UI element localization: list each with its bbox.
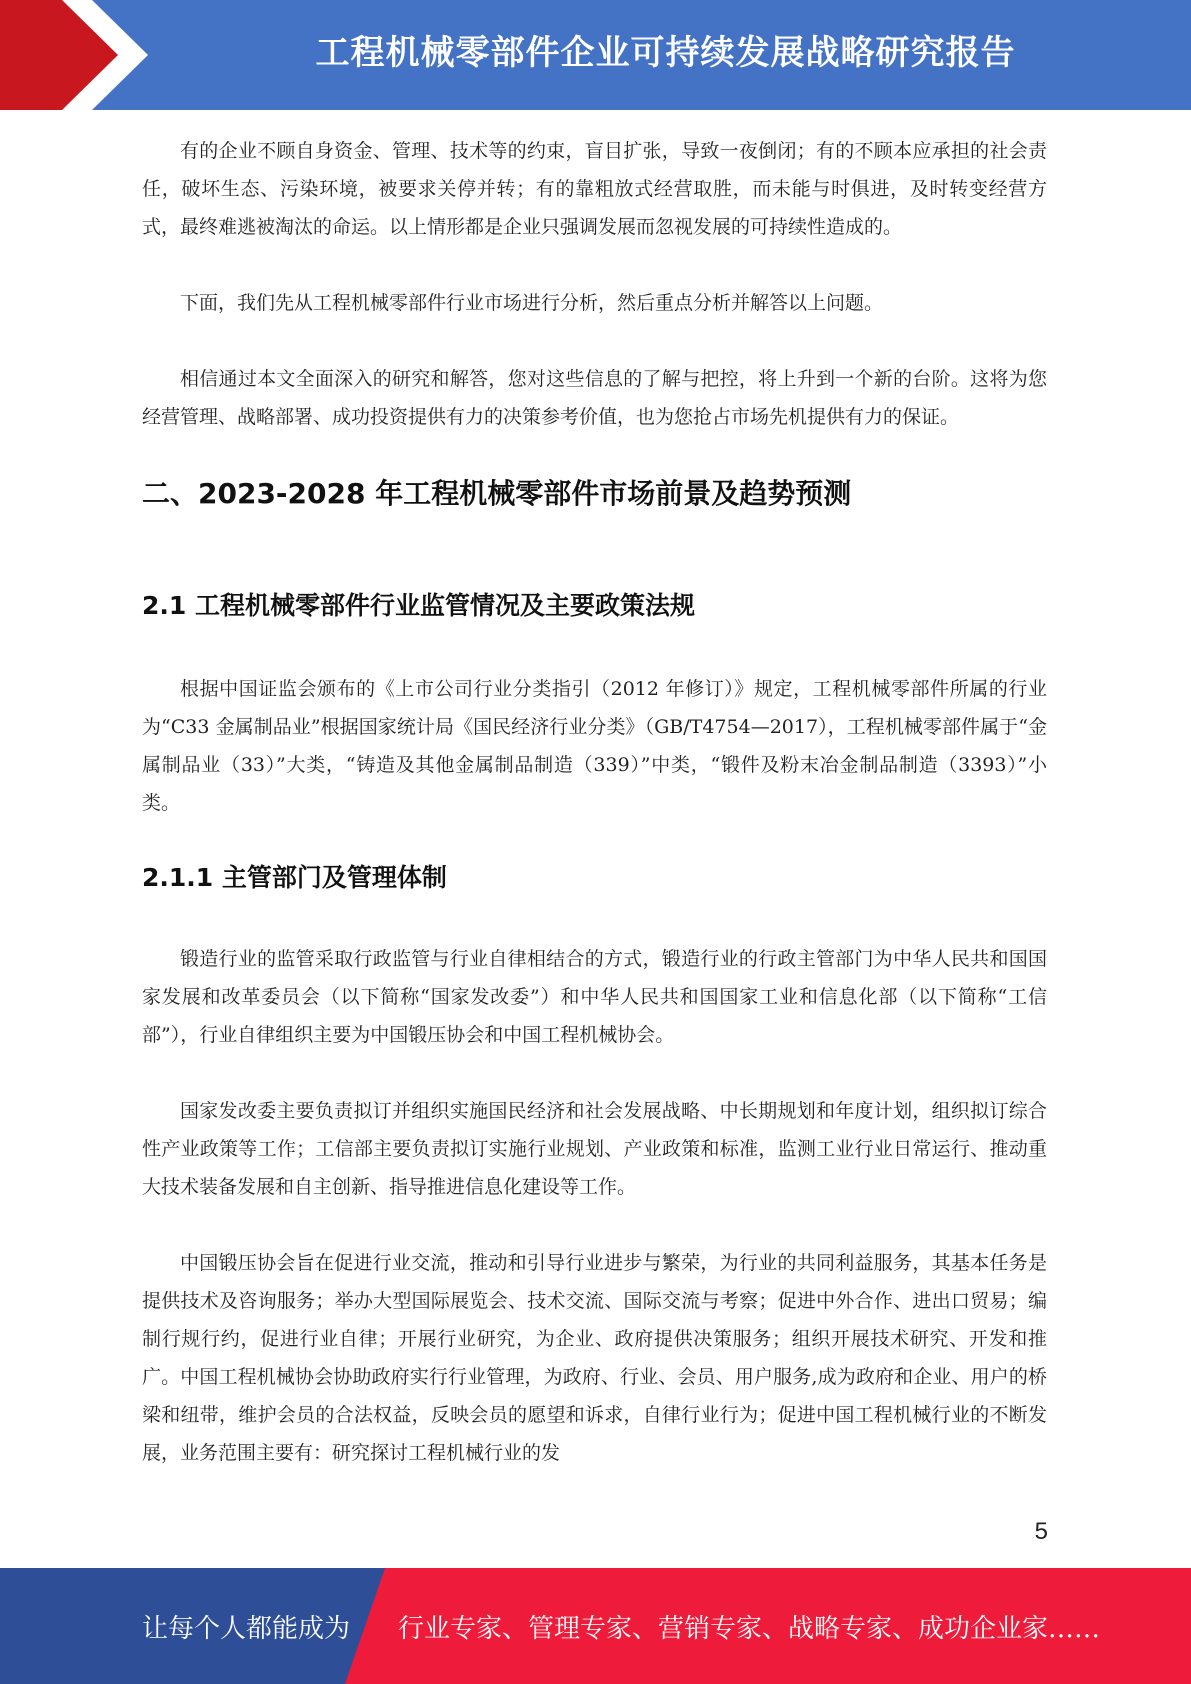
- report-title: 工程机械零部件企业可持续发展战略研究报告: [315, 33, 1016, 73]
- subsubsection-heading: 2.1.1 主管部门及管理体制: [142, 863, 447, 892]
- header-banner: [0, 0, 1191, 110]
- footer-slogan-right: 行业专家、管理专家、营销专家、战略专家、成功企业家……: [398, 1614, 1101, 1644]
- paragraph: 有的企业不顾自身资金、管理、技术等的约束，盲目扩张，导致一夜倒闭；有的不顾本应承担的社会责任，破坏生态、污染环境，被要求关停并转；有的靠粗放式经营取胜，而未能与时俱进，及时转变经营方式，最终难逃被淘汰的命运。以上情形都是企业只强调发展而忽视发展的可持续性造成的。: [142, 140, 1047, 238]
- footer-banner: [0, 1568, 1191, 1684]
- paragraph: 根据中国证监会颁布的《上市公司行业分类指引（2012 年修订）》规定，工程机械零部件所属的行业为“C33 金属制品业”根据国家统计局《国民经济行业分类》（GB/T4754—2017），工程机械零部件属于“金属制品业（33）”大类，“铸造及其他金属制品制造（339）”中类，“锻件及粉末冶金制品制造（3393）”小类。: [142, 678, 1047, 814]
- page-number: 5: [1034, 1518, 1048, 1545]
- paragraph: 锻造行业的监管采取行政监管与行业自律相结合的方式，锻造行业的行政主管部门为中华人民共和国国家发展和改革委员会（以下简称“国家发改委”）和中华人民共和国国家工业和信息化部（以下简称“工信部”），行业自律组织主要为中国锻压协会和中国工程机械协会。: [142, 948, 1047, 1046]
- paragraph: 下面，我们先从工程机械零部件行业市场进行分析，然后重点分析并解答以上问题。: [180, 292, 884, 314]
- header-arrow-decoration: [0, 0, 160, 110]
- footer-slogan-left: 让每个人都能成为: [142, 1614, 351, 1644]
- subsection-heading: 2.1 工程机械零部件行业监管情况及主要政策法规: [142, 591, 695, 620]
- paragraph: 国家发改委主要负责拟订并组织实施国民经济和社会发展战略、中长期规划和年度计划，组织拟订综合性产业政策等工作；工信部主要负责拟订实施行业规划、产业政策和标准，监测工业行业日常运行、推动重大技术装备发展和自主创新、指导推进信息化建设等工作。: [142, 1100, 1047, 1198]
- section-heading: 二、2023-2028 年工程机械零部件市场前景及趋势预测: [142, 477, 852, 510]
- paragraph: 相信通过本文全面深入的研究和解答，您对这些信息的了解与把控，将上升到一个新的台阶。这将为您经营管理、战略部署、成功投资提供有力的决策参考价值，也为您抢占市场先机提供有力的保证。: [142, 368, 1047, 428]
- paragraph: 中国锻压协会旨在促进行业交流，推动和引导行业进步与繁荣，为行业的共同利益服务，其基本任务是提供技术及咨询服务；举办大型国际展览会、技术交流、国际交流与考察；促进中外合作、进出口贸易；编制行规行约，促进行业自律；开展行业研究，为企业、政府提供决策服务；组织开展技术研究、开发和推广。中国工程机械协会协助政府实行行业管理，为政府、行业、会员、用户服务,成为政府和企业、用户的桥梁和纽带，维护会员的合法权益，反映会员的愿望和诉求，自律行业行为；促进中国工程机械行业的不断发展，业务范围主要有：研究探讨工程机械行业的发: [142, 1252, 1047, 1464]
- document-body: [142, 132, 1047, 1510]
